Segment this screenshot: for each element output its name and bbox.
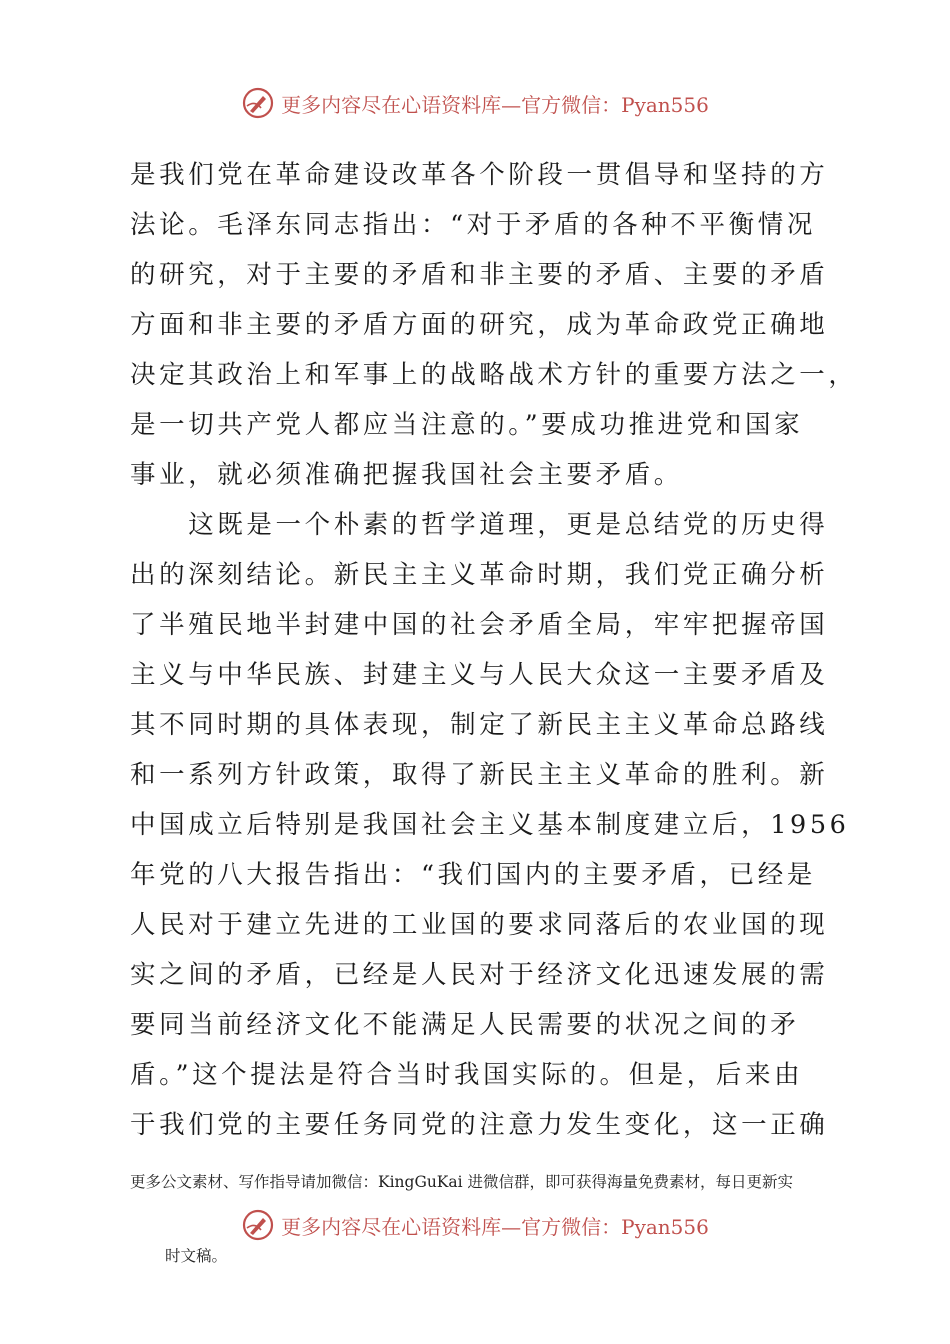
text-line: 法论。毛泽东同志指出：“对于矛盾的各种不平衡情况 bbox=[130, 210, 816, 240]
text-line: 这既是一个朴素的哲学道理，更是总结党的历史得 bbox=[130, 510, 829, 540]
text-line: 的研究，对于主要的矛盾和非主要的矛盾、主要的矛盾 bbox=[130, 260, 829, 290]
text-line: 出的深刻结论。新民主主义革命时期，我们党正确分析 bbox=[130, 560, 829, 590]
text-line: 主义与中华民族、封建主义与人民大众这一主要矛盾及 bbox=[130, 660, 829, 690]
text-line: 中国成立后特别是我国社会主义基本制度建立后，1956 bbox=[130, 810, 850, 840]
watermark-footer bbox=[0, 1208, 950, 1242]
footer-note: 更多公文素材、写作指导请加微信：KingGuKai 进微信群，即可获得海量免费素材，每日更新实 bbox=[130, 1173, 794, 1191]
text-line: 是我们党在革命建设改革各个阶段一贯倡导和坚持的方 bbox=[130, 160, 829, 190]
watermark-text: 更多内容尽在心语资料库—官方微信：Pyan556 bbox=[281, 1214, 709, 1239]
document-body bbox=[130, 150, 858, 1150]
text-line: 实之间的矛盾，已经是人民对于经济文化迅速发展的需 bbox=[130, 960, 829, 990]
text-line: 要同当前经济文化不能满足人民需要的状况之间的矛 bbox=[130, 1010, 800, 1040]
pen-nib-logo-icon bbox=[241, 1208, 275, 1242]
text-line: 方面和非主要的矛盾方面的研究，成为革命政党正确地 bbox=[130, 310, 829, 340]
footer-tail: 时文稿。 bbox=[165, 1247, 228, 1265]
watermark-header bbox=[0, 86, 950, 120]
pen-nib-logo-icon bbox=[241, 86, 275, 120]
text-line: 于我们党的主要任务同党的注意力发生变化，这一正确 bbox=[130, 1110, 829, 1140]
text-line: 是一切共产党人都应当注意的。”要成功推进党和国家 bbox=[130, 410, 804, 440]
text-line: 年党的八大报告指出：“我们国内的主要矛盾，已经是 bbox=[130, 860, 816, 890]
text-line: 人民对于建立先进的工业国的要求同落后的农业国的现 bbox=[130, 910, 829, 940]
watermark-text: 更多内容尽在心语资料库—官方微信：Pyan556 bbox=[281, 92, 709, 117]
text-line: 决定其政治上和军事上的战略战术方针的重要方法之一， bbox=[130, 360, 858, 390]
text-line: 其不同时期的具体表现，制定了新民主主义革命总路线 bbox=[130, 710, 829, 740]
text-line: 事业，就必须准确把握我国社会主要矛盾。 bbox=[130, 460, 683, 490]
text-line: 和一系列方针政策，取得了新民主主义革命的胜利。新 bbox=[130, 760, 829, 790]
text-line: 盾。”这个提法是符合当时我国实际的。但是，后来由 bbox=[130, 1060, 804, 1090]
text-line: 了半殖民地半封建中国的社会矛盾全局，牢牢把握帝国 bbox=[130, 610, 829, 640]
